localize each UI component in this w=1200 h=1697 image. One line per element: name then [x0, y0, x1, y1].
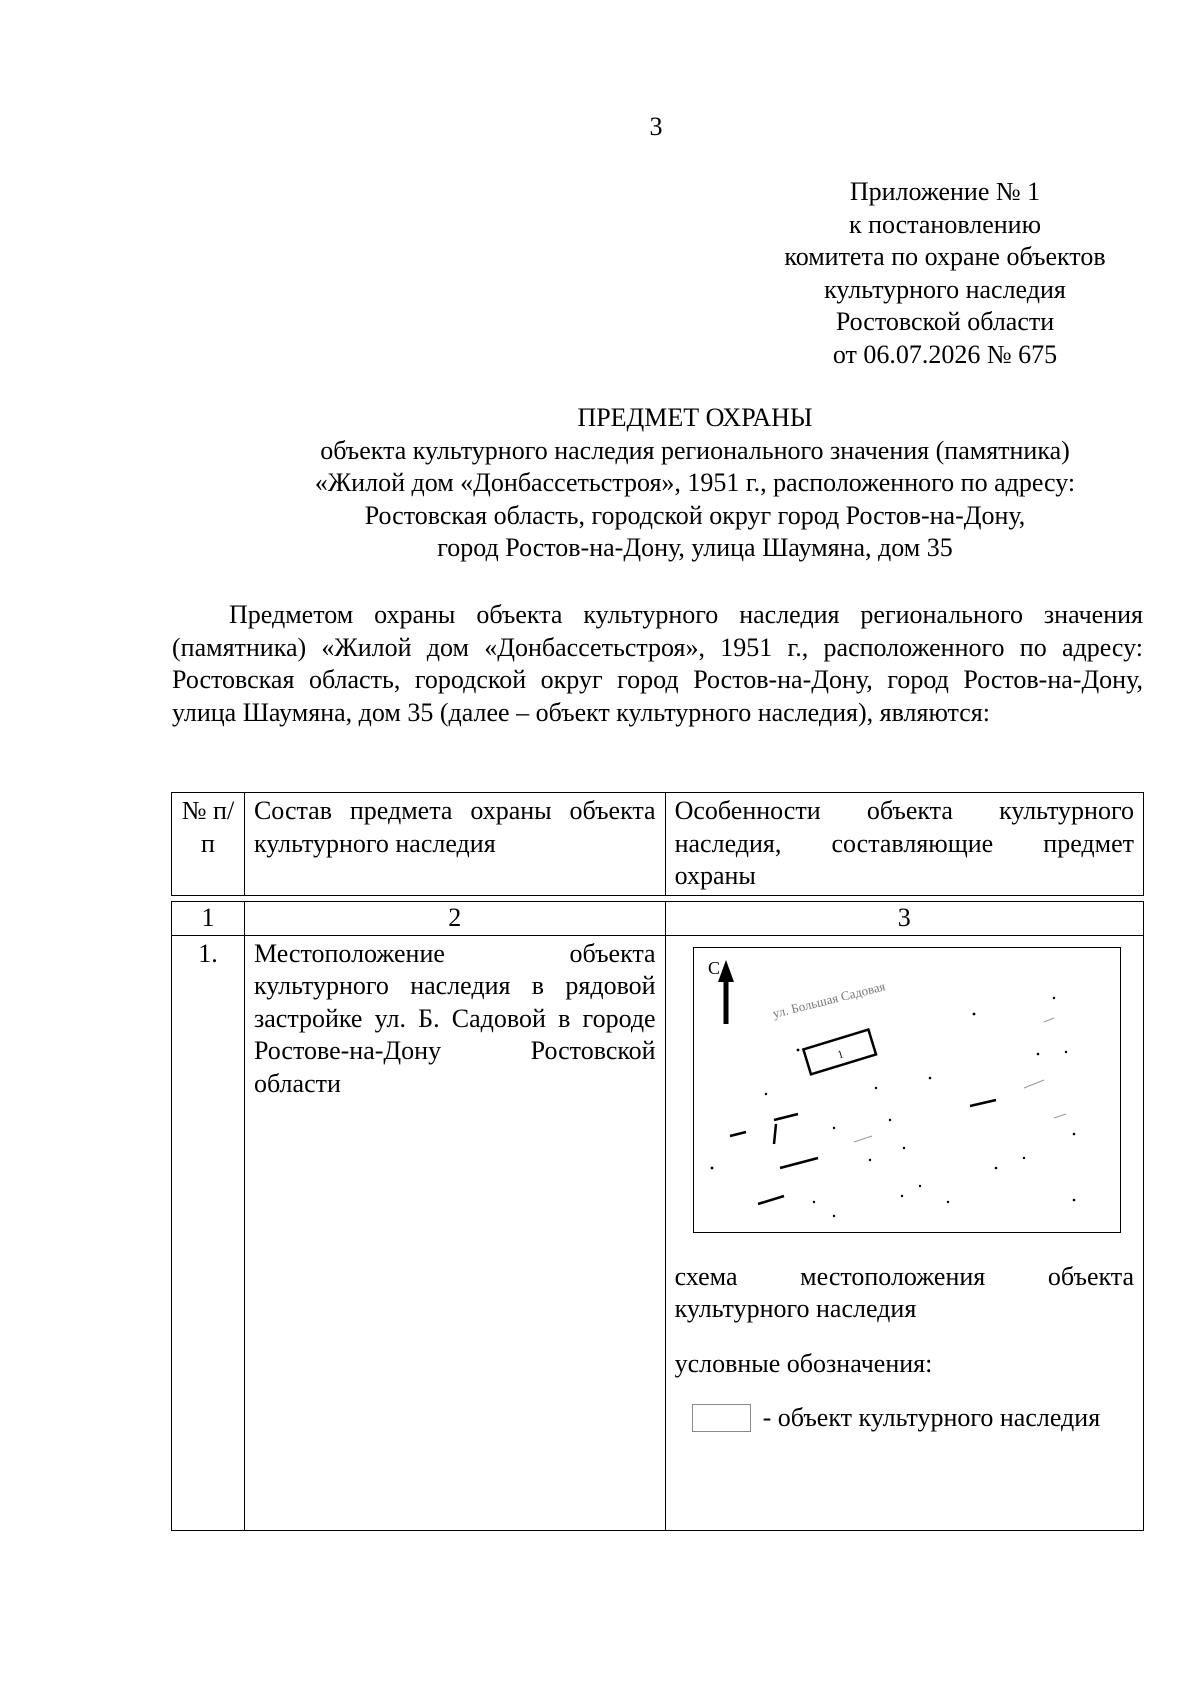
appendix-block — [740, 176, 1150, 371]
title-line: объекта культурного наследия регионального значения (памятника) — [320, 435, 1070, 465]
header-col-composition-text: Состав предмета охраны объекта культурного наследия — [253, 796, 656, 858]
street-label: ул. Большая Садовая — [770, 977, 887, 1021]
object-label: 1 — [835, 1047, 845, 1061]
header-col-features-text: Особенности объекта культурного наследия, составляющие предмет охраны — [674, 796, 1134, 890]
appendix-line: комитета по охране объектов — [784, 242, 1106, 271]
north-label: С — [707, 957, 720, 978]
protection-table-header — [171, 792, 1144, 896]
title-line: город Ростов-на-Дону, улица Шаумяна, дом 35 — [437, 533, 953, 562]
title-line: «Жилой дом «Донбассетьстроя», 1951 г., расположенного по адресу: — [314, 468, 1076, 497]
header-col-number: № п/п — [172, 793, 245, 896]
intro-paragraph: Предметом охраны объекта культурного наследия регионального значения (памятника) «Жилой дом «Донбассетьстроя», 1951 г., расположенного по адресу: Ростовская область, городской округ город Ростов-на-Дону, город Ростов-на-Дону, улица Шаумяна, дом 35 (далее – объект культурного наследия), являются: — [172, 600, 1143, 727]
protection-table — [171, 901, 1144, 1531]
scheme-caption: схема местоположения объекта культурного наследия — [674, 1261, 1134, 1323]
title-main: ПРЕДМЕТ ОХРАНЫ — [577, 403, 813, 432]
appendix-line: Приложение № 1 — [849, 177, 1041, 206]
row-number: 1. — [172, 935, 245, 1530]
appendix-line: от 06.07.2026 № 675 — [832, 339, 1058, 369]
location-map — [693, 947, 1121, 1233]
appendix-line: культурного наследия — [824, 274, 1066, 304]
appendix-line: к постановлению — [848, 209, 1042, 239]
legend-item — [675, 1402, 1134, 1435]
heritage-object-marker — [803, 1029, 876, 1074]
map-dots — [710, 996, 1075, 1216]
legend-title: условные обозначения: — [674, 1348, 933, 1378]
map-fragments — [730, 1100, 996, 1204]
row-features — [665, 935, 1143, 1530]
page-number: 3 — [649, 112, 663, 141]
location-map-drawing — [694, 948, 1120, 1232]
header-col-composition — [244, 793, 665, 896]
legend-item-label: - объект культурного наследия — [762, 1403, 1101, 1432]
table-row — [172, 935, 1144, 1530]
map-faint-marks — [854, 1018, 1066, 1142]
row-composition: Местоположение объекта культурного наследия в рядовой застройке ул. Б. Садовой в городе Ростове-на-Дону Ростовской области — [244, 935, 665, 1530]
legend-swatch-icon — [692, 1404, 751, 1432]
column-number-3: 3 — [665, 902, 1143, 936]
column-number-2: 2 — [244, 902, 665, 936]
header-col-features — [665, 793, 1143, 896]
north-arrow-icon — [708, 958, 734, 1024]
document-title — [170, 402, 1200, 565]
table-numbering-row — [172, 902, 1144, 936]
appendix-line: Ростовской области — [835, 307, 1055, 336]
column-number-1: 1 — [172, 902, 245, 936]
title-line: Ростовская область, городской округ город Ростов-на-Дону, — [364, 500, 1026, 530]
